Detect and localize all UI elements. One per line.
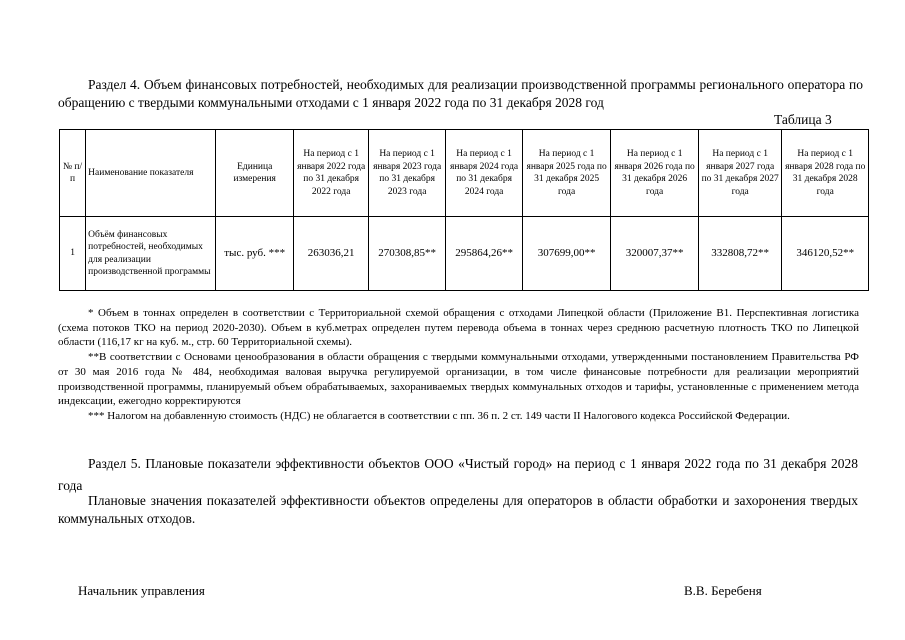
financial-needs-table [59,129,869,291]
value-2027: 332808,72** [698,217,782,291]
section-5-text: Плановые значения показателей эффективности объектов определены для операторов в области обработки и захоронения твердых коммунальных отходов. [58,493,858,526]
footnote-1: * Объем в тоннах определен в соответствии с Территориальной схемой обращения с отходами Липецкой области (Приложение В1. Перспективная логистика (схема потоков ТКО на период 2020-2030). Объем в куб.метрах определен путем перевода объема в тоннах через среднюю расчетную плотность ТКО по Липецкой области (116,17 кг на куб. м., стр. 60 Территориальной схемы). [58,307,859,349]
row-indicator-name: Объём финансовых потребностей, необходимых для реализации производственной программы [86,217,216,291]
value-2028: 346120,52** [782,217,869,291]
signature-position: Начальник управления [78,583,205,598]
value-2024: 295864,26** [446,217,522,291]
value-2026: 320007,37** [611,217,699,291]
row-number: 1 [60,217,86,291]
table-row [60,217,869,291]
value-2023: 270308,85** [368,217,445,291]
header-cell: На период с 1 января 2027 года по 31 декабря 2027 года [698,130,782,217]
table-header-row [60,130,869,217]
section-5-title: Раздел 5. Плановые показатели эффективности объектов ООО «Чистый город» на период с 1 января 2022 года по 31 декабря 2028 года [58,456,858,493]
header-cell: На период с 1 января 2028 года по 31 декабря 2028 года [782,130,869,217]
footnotes [58,306,859,424]
footnote-2: **В соответствии с Основами ценообразования в области обращения с твердыми коммунальными отходами, утвержденными постановлением Правительства РФ от 30 мая 2016 года № 484, необходимая валовая выручка регулируемой организации, в том числе финансовые потребности для реализации мероприятий производственной программы, планируемый объем обрабатываемых, захораниваемых твердых коммунальных отходов и тарифы, установленные с применением метода индексации, ежегодно корректируются [58,351,859,408]
table-caption: Таблица 3 [774,112,832,127]
header-cell: На период с 1 января 2022 года по 31 декабря 2022 года [294,130,368,217]
header-cell: Единица измерения [215,130,293,217]
value-2025: 307699,00** [522,217,611,291]
header-cell: № п/п [60,130,86,217]
header-cell: На период с 1 января 2026 года по 31 декабря 2026 года [611,130,699,217]
header-cell: На период с 1 января 2025 года по 31 декабря 2025 года [522,130,611,217]
row-unit: тыс. руб. *** [215,217,293,291]
value-2022: 263036,21 [294,217,368,291]
header-cell: На период с 1 января 2024 года по 31 декабря 2024 года [446,130,522,217]
header-cell: Наименование показателя [86,130,216,217]
footnote-3: *** Налогом на добавленную стоимость (НДС) не облагается в соответствии с пп. 36 п. 2 ст. 149 части II Налогового кодекса Российской Федерации. [88,409,790,422]
header-cell: На период с 1 января 2023 года по 31 декабря 2023 года [368,130,445,217]
section-4-title: Раздел 4. Объем финансовых потребностей, необходимых для реализации производственной программы регионального оператора по обращению с твердыми коммунальными отходами с 1 января 2022 года по 31 декабря 2028 год [58,77,863,110]
signature-name: В.В. Беребеня [684,583,762,598]
